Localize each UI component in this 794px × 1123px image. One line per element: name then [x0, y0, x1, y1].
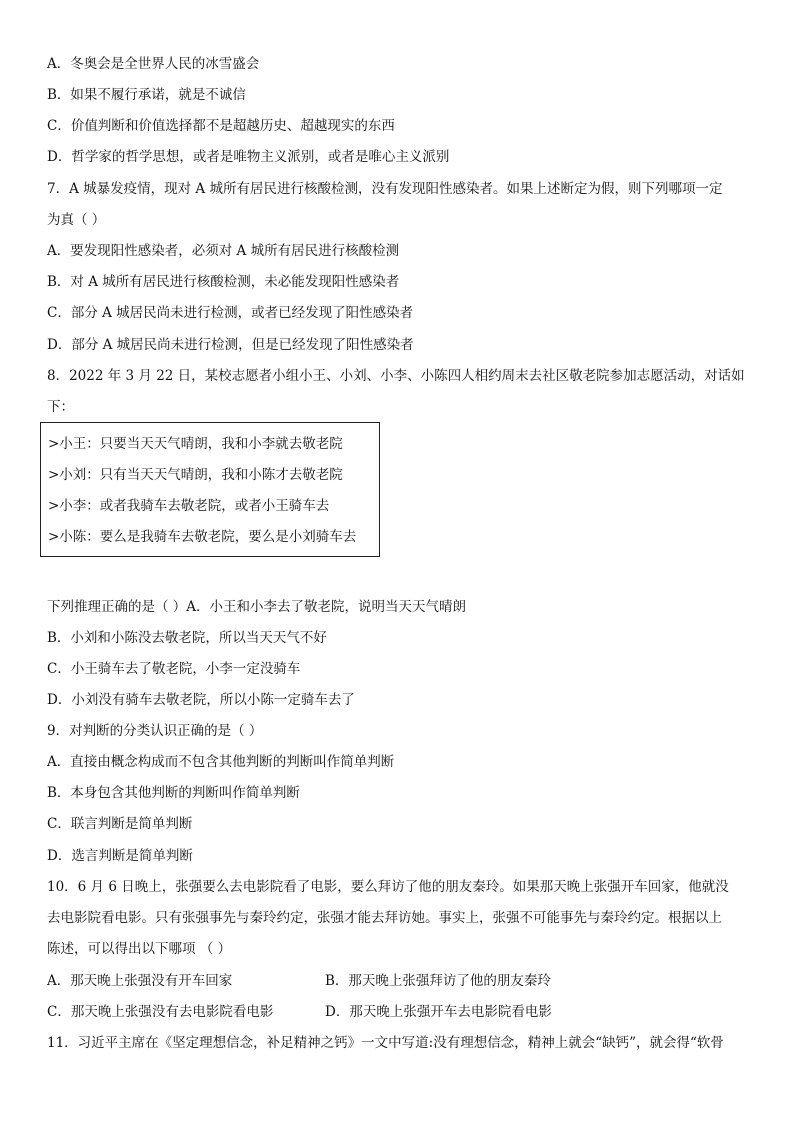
q9-option-c: C．联言判断是简单判断: [47, 816, 193, 832]
q7-option-a: A．要发现阳性感染者，必须对 A 城所有居民进行核酸检测: [47, 243, 400, 259]
q6-option-c: C．价值判断和价值选择都不是超越历史、超越现实的东西: [47, 118, 395, 134]
dialogue-line-xiaoliu: >小刘：只有当天天气晴朗，我和小陈才去敬老院: [48, 467, 343, 483]
q10-stem-line2: 去电影院看电影。只有张强事先与秦玲约定，张强才能去拜访她。事实上，张强不可能事先与秦玲约定。根据以上: [47, 910, 722, 926]
q8-option-b: B．小刘和小陈没去敬老院，所以当天天气不好: [47, 630, 327, 646]
q7-stem-line2: 为真（ ）: [47, 212, 106, 228]
q8-stem-line1: 8．2022 年 3 月 22 日，某校志愿者小组小王、小刘、小李、小陈四人相约周末去社区敬老院参加志愿活动，对话如: [47, 368, 745, 384]
q9-stem: 9．对判断的分类认识正确的是（ ）: [47, 723, 263, 739]
q8-dialogue-box: [40, 422, 380, 557]
q10-option-d: D．那天晚上张强开车去电影院看电影: [325, 1004, 552, 1020]
q7-option-d: D．部分 A 城居民尚未进行检测，但是已经发现了阳性感染者: [47, 337, 414, 353]
dialogue-line-xiaoli: >小李：或者我骑车去敬老院，或者小王骑车去: [48, 498, 330, 514]
q6-option-d: D．哲学家的哲学思想，或者是唯物主义派别，或者是唯心主义派别: [47, 149, 450, 165]
q11-stem-line1: 11．习近平主席在《坚定理想信念，补足精神之钙》一文中写道:没有理想信念，精神上就会“缺钙”，就会得“软骨: [47, 1035, 724, 1051]
q9-option-d: D．选言判断是简单判断: [47, 848, 193, 864]
q10-option-c: C．那天晚上张强没有去电影院看电影: [47, 1004, 274, 1020]
q7-stem-line1: 7．A 城暴发疫情，现对 A 城所有居民进行核酸检测，没有发现阳性感染者。如果上述断定为假，则下列哪项一定: [47, 181, 723, 197]
q8-option-d: D．小刘没有骑车去敬老院，所以小陈一定骑车去了: [47, 692, 355, 708]
q9-option-b: B．本身包含其他判断的判断叫作简单判断: [47, 785, 300, 801]
q10-stem-line1: 10．6 月 6 日晚上，张强要么去电影院看了电影，要么拜访了他的朋友秦玲。如果那天晚上张强开车回家，他就没: [47, 879, 729, 895]
q9-option-a: A．直接由概念构成而不包含其他判断的判断叫作简单判断: [47, 754, 395, 770]
dialogue-line-xiaowang: >小王：只要当天天气晴朗，我和小李就去敬老院: [48, 436, 343, 452]
q10-option-b: B．那天晚上张强拜访了他的朋友秦玲: [325, 973, 551, 989]
q10-option-a: A．那天晚上张强没有开车回家: [47, 973, 233, 989]
q6-option-b: B．如果不履行承诺，就是不诚信: [47, 87, 246, 103]
q6-option-a: A．冬奥会是全世界人民的冰雪盛会: [47, 56, 260, 72]
q8-prompt-option-a: 下列推理正确的是（ ）A．小王和小李去了敬老院，说明当天天气晴朗: [47, 599, 467, 615]
q7-option-c: C．部分 A 城居民尚未进行检测，或者已经发现了阳性感染者: [47, 305, 414, 321]
q7-option-b: B．对 A 城所有居民进行核酸检测，未必能发现阳性感染者: [47, 274, 400, 290]
q10-stem-line3: 陈述，可以得出以下哪项 （ ）: [47, 941, 232, 957]
q8-option-c: C．小王骑车去了敬老院，小李一定没骑车: [47, 661, 301, 677]
dialogue-line-xiaochen: >小陈：要么是我骑车去敬老院，要么是小刘骑车去: [48, 529, 357, 545]
q8-stem-line2: 下：: [47, 399, 74, 415]
